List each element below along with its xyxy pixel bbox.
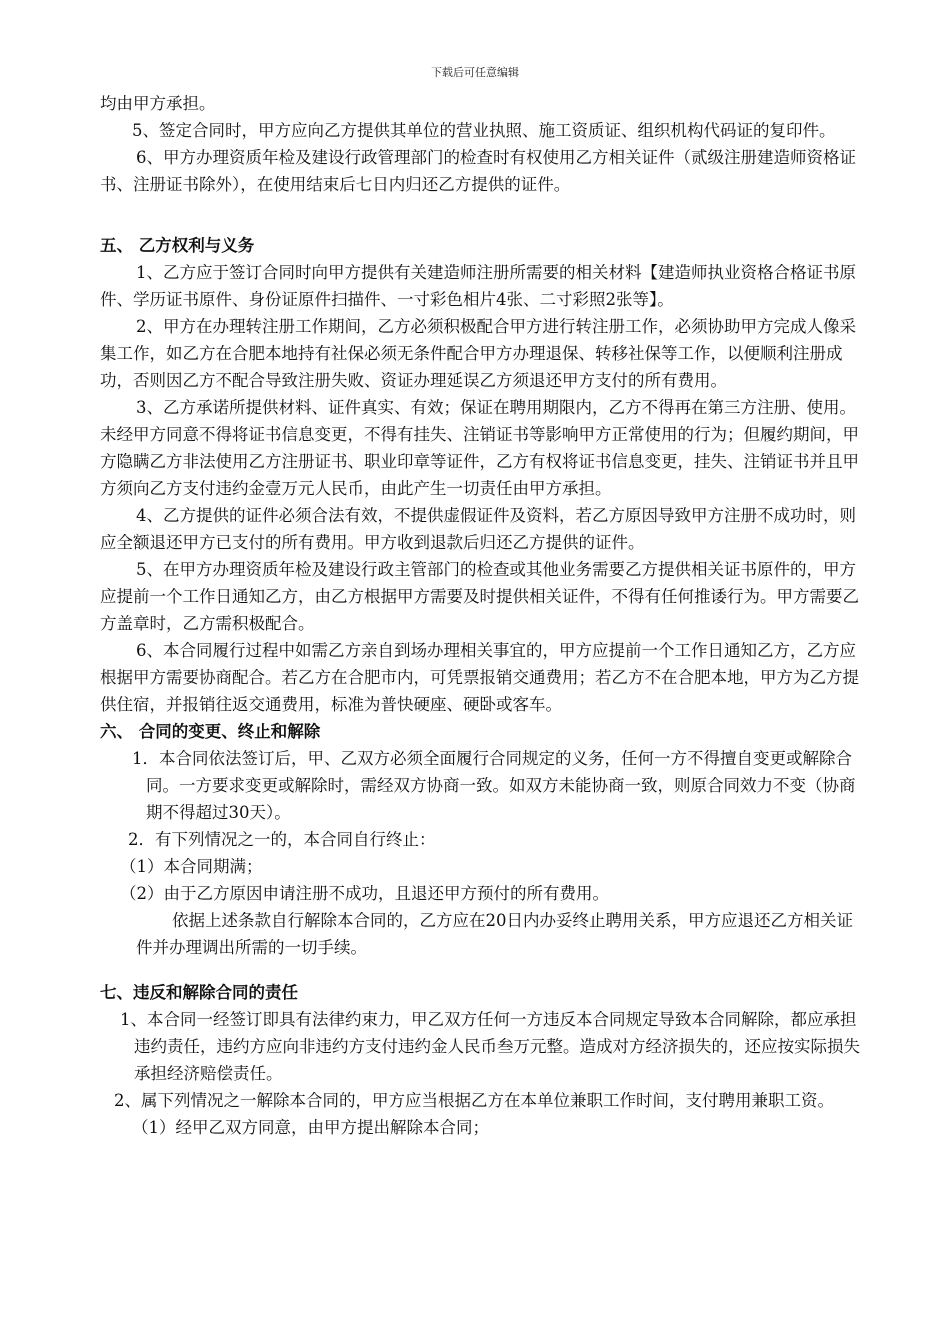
paragraph-item-5: 5、签定合同时，甲方应向乙方提供其单位的营业执照、施工资质证、组织机构代码证的复印件。 <box>132 121 836 140</box>
section6-item-3: 依据上述条款自行解除本合同的，乙方应在20日内办妥终止聘用关系，甲方应退还乙方相关证件并办理调出所需的一切手续。 <box>136 911 853 957</box>
section-heading-5: 五、 乙方权利与义务 <box>100 236 255 255</box>
section7-item-2: 2、属下列情况之一解除本合同的，甲方应当根据乙方在本单位兼职工作时间，支付聘用兼职工资。 <box>114 1091 834 1110</box>
section5-item-6: 6、本合同履行过程中如需乙方亲自到场办理相关事宜的，甲方应提前一个工作日通知乙方，乙方应根据甲方需要协商配合。若乙方在合肥市内，可凭票报销交通费用；若乙方不在合肥本地，甲方为乙方提供住宿，并报销往返交通费用，标准为普快硬座、硬卧或客车。 <box>100 641 859 714</box>
section6-item-1: 1．本合同依法签订后，甲、乙双方必须全面履行合同规定的义务，任何一方不得擅自变更或解除合同。一方要求变更或解除时，需经双方协商一致。如双方未能协商一致，则原合同效力不变（协商期不得超过30天）。 <box>132 749 856 822</box>
paragraph-item-6: 6、甲方办理资质年检及建设行政管理部门的检查时有权使用乙方相关证件（贰级注册建造师资格证书、注册证书除外），在使用结束后七日内归还乙方提供的证件。 <box>100 148 856 194</box>
section5-item-2: 2、甲方在办理转注册工作期间，乙方必须积极配合甲方进行转注册工作，必须协助甲方完成人像采集工作，如乙方在合肥本地持有社保必须无条件配合甲方办理退保、转移社保等工作，以便顺利注册成功，否则因乙方不配合导致注册失败、资证办理延误乙方须退还甲方支付的所有费用。 <box>100 317 856 390</box>
section6-item-2: 2．有下列情况之一的，本合同自行终止： <box>128 830 436 849</box>
section7-item-2a: （1）经甲乙双方同意，由甲方提出解除本合同； <box>132 1118 489 1137</box>
section-heading-6: 六、 合同的变更、终止和解除 <box>100 722 321 741</box>
section5-item-3: 3、乙方承诺所提供材料、证件真实、有效；保证在聘用期限内，乙方不得再在第三方注册、使用。未经甲方同意不得将证书信息变更，不得有挂失、注销证书等影响甲方正常使用的行为；但履约期间，甲方隐瞒乙方非法使用乙方注册证书、职业印章等证件，乙方有权将证书信息变更，挂失、注销证书并且甲方须向乙方支付违约金壹万元人民币，由此产生一切责任由甲方承担。 <box>100 398 859 498</box>
section6-item-2b: （2）由于乙方原因申请注册不成功，且退还甲方预付的所有费用。 <box>120 884 609 903</box>
section6-item-2a: （1）本合同期满； <box>120 857 263 876</box>
document-body <box>100 90 860 1141</box>
section-heading-7: 七、违反和解除合同的责任 <box>100 983 298 1002</box>
section7-item-1: 1、本合同一经签订即具有法律约束力，甲乙双方任何一方违反本合同规定导致本合同解除，都应承担违约责任，违约方应向非违约方支付违约金人民币叁万元整。造成对方经济损失的，还应按实际损失承担经济赔偿责任。 <box>120 1010 860 1083</box>
section5-item-4: 4、乙方提供的证件必须合法有效，不提供虚假证件及资料，若乙方原因导致甲方注册不成功时，则应全额退还甲方已支付的所有费用。甲方收到退款后归还乙方提供的证件。 <box>100 506 856 552</box>
section5-item-1: 1、乙方应于签订合同时向甲方提供有关建造师注册所需要的相关材料【建造师执业资格合格证书原件、学历证书原件、身份证原件扫描件、一寸彩色相片4张、二寸彩照2张等】。 <box>100 263 856 309</box>
paragraph: 均由甲方承担。 <box>100 94 216 113</box>
section5-item-5: 5、在甲方办理资质年检及建设行政主管部门的检查或其他业务需要乙方提供相关证书原件的，甲方应提前一个工作日通知乙方，由乙方根据甲方需要及时提供相关证件，不得有任何推诿行为。甲方需要乙方盖章时，乙方需积极配合。 <box>100 560 859 633</box>
page-header-note: 下载后可任意编辑 <box>431 66 519 79</box>
